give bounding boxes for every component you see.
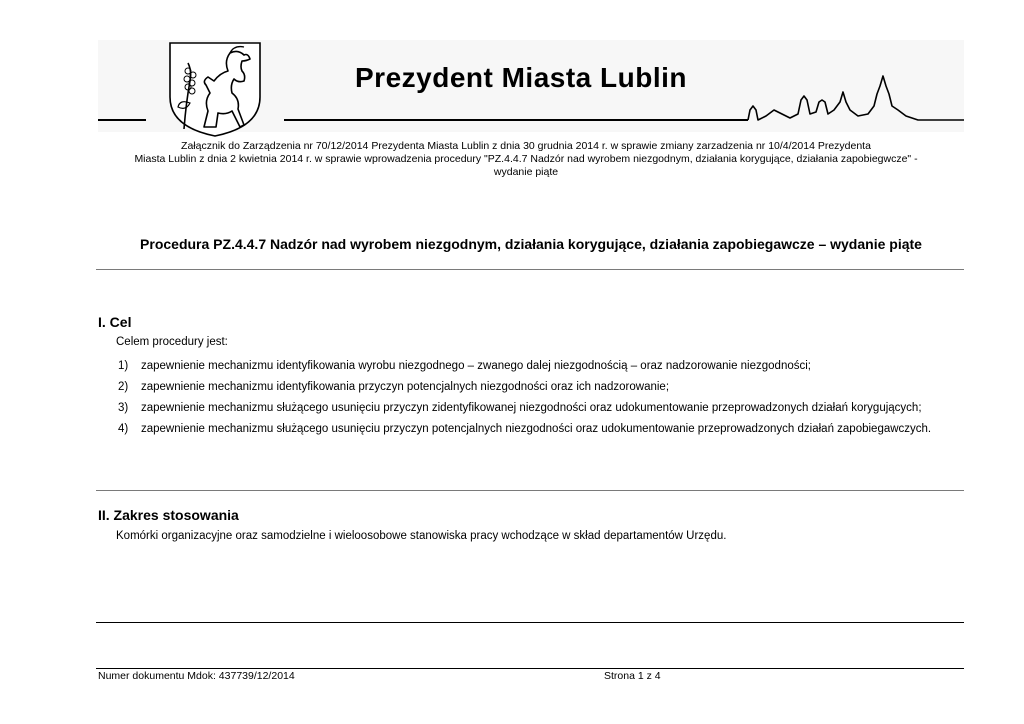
footer-divider [96, 668, 964, 669]
page-number: Strona 1 z 4 [604, 670, 661, 682]
divider [96, 622, 964, 623]
list-item-number: 2) [118, 381, 129, 393]
list-item [116, 398, 964, 419]
annex-note [108, 140, 944, 179]
section-intro: Celem procedury jest: [116, 336, 228, 348]
annex-line: Miasta Lublin z dnia 2 kwietnia 2014 r. w sprawie wprowadzenia procedury "PZ.4.4.7 Nadzór nad wyrobem niezgodnym, działania korygujące, działania zapobiegwcze" - [134, 153, 918, 165]
scope-text: Komórki organizacyjne oraz samodzielne i wieloosobowe stanowiska pracy wchodzące w skład departamentów Urzędu. [116, 530, 727, 542]
list-item [116, 377, 964, 398]
section-heading-scope: II. Zakres stosowania [98, 507, 239, 523]
list-item-number: 3) [118, 402, 129, 414]
document-title: Procedura PZ.4.4.7 Nadzór nad wyrobem niezgodnym, działania korygujące, działania zapobiegawcze – wydanie piąte [140, 236, 922, 252]
divider [96, 490, 964, 491]
list-item-text: zapewnienie mechanizmu służącego usunięciu przyczyn potencjalnych niezgodności oraz udokumentowanie przeprowadzonych działań zapobiegawczych. [141, 423, 932, 435]
goal-list [116, 356, 964, 440]
list-item-text: zapewnienie mechanizmu identyfikowania przyczyn potencjalnych niezgodności oraz ich nadzorowanie; [141, 381, 670, 393]
list-item-text: zapewnienie mechanizmu identyfikowania wyrobu niezgodnego – zwanego dalej niezgodnością – oraz nadzorowanie niezgodności; [141, 360, 811, 372]
annex-line: wydanie piąte [493, 166, 559, 178]
document-number: Numer dokumentu Mdok: 437739/12/2014 [98, 670, 295, 682]
lublin-coat-of-arms-icon [168, 41, 262, 137]
letterhead-title: Prezydent Miasta Lublin [355, 62, 687, 93]
list-item-text: zapewnienie mechanizmu służącego usunięciu przyczyn zidentyfikowanej niezgodności oraz udokumentowanie przeprowadzonych działań korygujących; [141, 402, 922, 414]
list-item [116, 419, 964, 440]
section-heading-goal: I. Cel [98, 314, 132, 330]
list-item-number: 1) [118, 360, 129, 372]
divider [96, 269, 964, 270]
list-item [116, 356, 964, 377]
annex-line: Załącznik do Zarządzenia nr 70/12/2014 Prezydenta Miasta Lublin z dnia 30 grudnia 2014 r. w sprawie zmiany zarzadzenia nr 10/4/2014 Prezydenta [181, 140, 871, 152]
list-item-number: 4) [118, 423, 129, 435]
